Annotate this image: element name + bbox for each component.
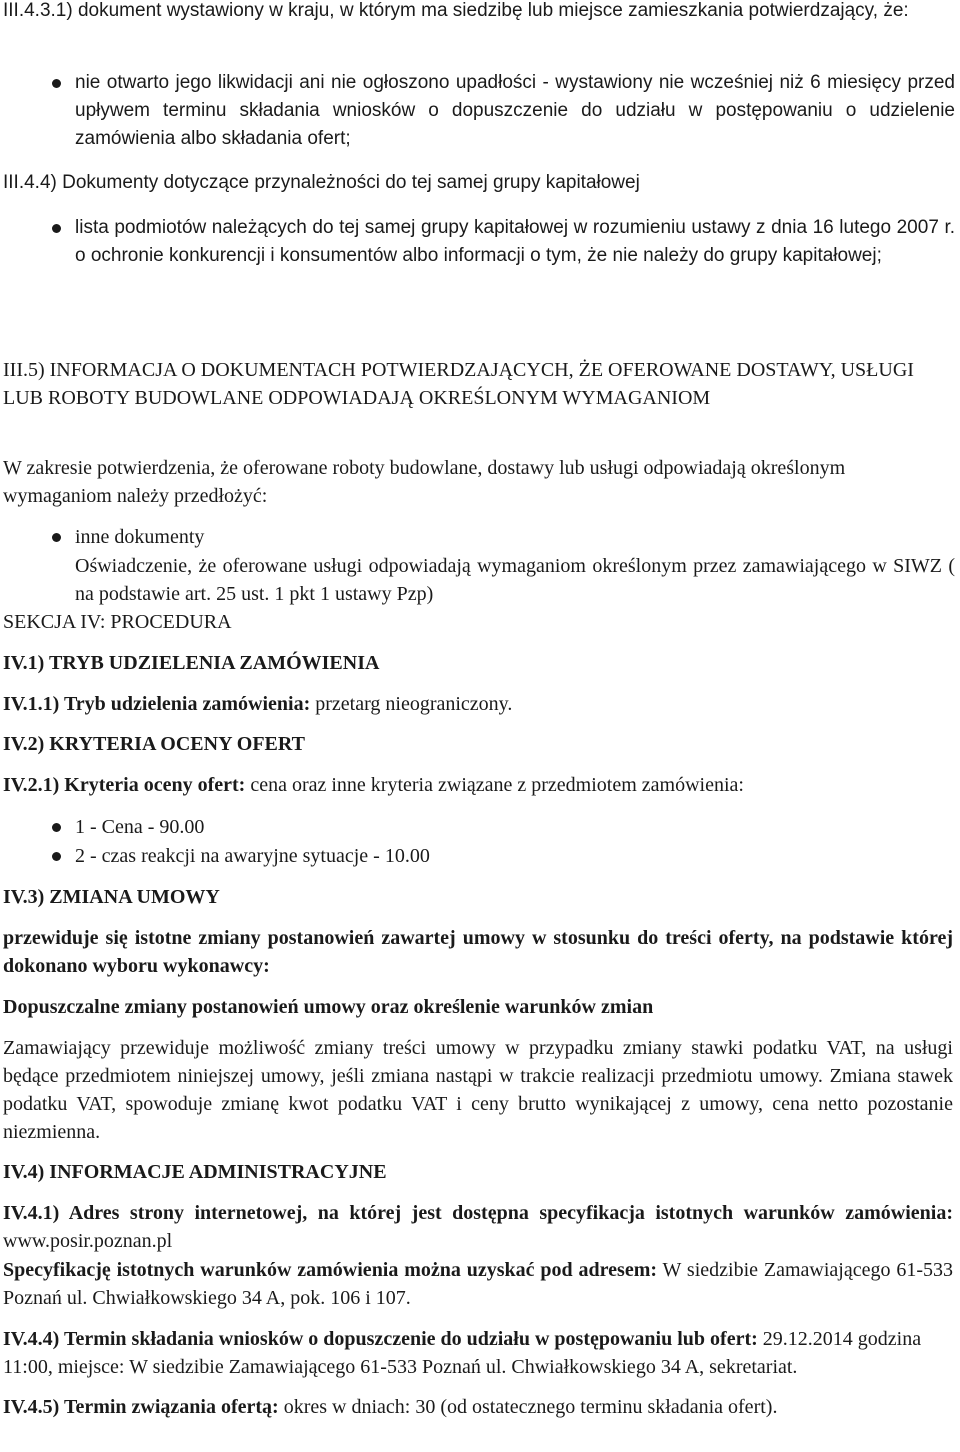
section-3-4-3-1-bullet: nie otwarto jego likwidacji ani nie ogłoszono upadłości - wystawiony nie wcześniej niż 6 miesięcy przed upływem terminu składania wniosków o dopuszczenie do udziału w postępowaniu o udzielenie zamówienia albo składania ofert; — [75, 72, 955, 149]
section-4-4-4-line — [3, 1325, 953, 1381]
section-4-3-heading: IV.3) ZMIANA UMOWY — [3, 886, 220, 908]
section-4-2-1-value: cena oraz inne kryteria związane z przedmiotem zamówienia: — [250, 774, 744, 796]
section-4-4-4-label: IV.4.4) Termin składania wniosków o dopuszczenie do udziału w postępowaniu lub ofert: — [3, 1328, 758, 1350]
section-3-4-3-1-intro: III.4.3.1) dokument wystawiony w kraju, w którym ma siedzibę lub miejsce zamieszkania potwierdzający, że: — [3, 0, 909, 21]
section-4-2-1-line — [3, 771, 953, 799]
section-4-2-1-label: IV.2.1) Kryteria oceny ofert: — [3, 774, 246, 796]
section-4-4-4-value: 29.12.2014 godzina 11:00, miejsce: W siedzibie Zamawiającego 61-533 Poznań ul. Chwiałkowskiego 34 A, sekretariat. — [3, 1328, 922, 1378]
section-4-3-bold-text: przewiduje się istotne zmiany postanowień zawartej umowy w stosunku do treści oferty, na podstawie której dokonano wyboru wykonawcy: — [3, 927, 953, 977]
section-4-1-1-value: przetarg nieograniczony. — [315, 693, 513, 715]
section-4-4-5-value: okres w dniach: 30 (od ostatecznego terminu składania ofert). — [283, 1396, 778, 1418]
section-4-1-1-label: IV.1.1) Tryb udzielenia zamówienia: — [3, 693, 311, 715]
section-iv-title: SEKCJA IV: PROCEDURA — [3, 611, 232, 633]
section-4-4-siwz-label: Specyfikację istotnych warunków zamówienia można uzyskać pod adresem: — [3, 1259, 658, 1281]
bullet-icon — [52, 852, 61, 861]
section-3-4-4-heading: III.4.4) Dokumenty dotyczące przynależności do tej samej grupy kapitałowej — [3, 172, 640, 193]
section-4-4-1-label: IV.4.1) Adres strony internetowej, na której jest dostępna specyfikacja istotnych warunków zamówienia: — [3, 1202, 953, 1224]
section-3-4-4-bullet: lista podmiotów należących do tej samej grupy kapitałowej w rozumieniu ustawy z dnia 16 lutego 2007 r. o ochronie konkurencji i konsumentów albo informacji o tym, że nie należy do grupy kapitałowej; — [75, 217, 955, 266]
bullet-icon — [52, 224, 61, 233]
bullet-icon — [52, 79, 61, 88]
section-4-1-heading: IV.1) TRYB UDZIELENIA ZAMÓWIENIA — [3, 652, 380, 674]
section-4-2-heading: IV.2) KRYTERIA OCENY OFERT — [3, 733, 305, 755]
section-3-5-bullet-text: Oświadczenie, że oferowane usługi odpowiadają wymaganiom określonym przez zamawiającego w SIWZ ( na podstawie art. 25 ust. 1 pkt 1 ustawy Pzp) — [75, 555, 955, 605]
criterion-item: 2 - czas reakcji na awaryjne sytuacje - 10.00 — [75, 845, 430, 867]
section-4-3-sub-heading: Dopuszczalne zmiany postanowień umowy oraz określenie warunków zmian — [3, 996, 654, 1018]
section-4-4-1-line — [3, 1199, 953, 1255]
section-3-5-heading: III.5) INFORMACJA O DOKUMENTACH POTWIERDZAJĄCYCH, ŻE OFEROWANE DOSTAWY, USŁUGI LUB ROBOTY BUDOWLANE ODPOWIADAJĄ OKREŚLONYM WYMAGANIOM — [3, 359, 914, 409]
bullet-icon — [52, 823, 61, 832]
section-3-5-bullet-title: inne dokumenty — [75, 526, 205, 548]
criterion-item: 1 - Cena - 90.00 — [75, 816, 205, 838]
section-4-4-5-label: IV.4.5) Termin związania ofertą: — [3, 1396, 279, 1418]
section-4-4-5-line — [3, 1393, 953, 1421]
section-3-5-text: W zakresie potwierdzenia, że oferowane roboty budowlane, dostawy lub usługi odpowiadają określonym wymaganiom należy przedłożyć: — [3, 457, 846, 507]
section-4-1-1-line — [3, 690, 953, 718]
section-4-4-siwz-line — [3, 1256, 953, 1312]
section-4-4-siwz-value: W siedzibie Zamawiającego 61-533 Poznań ul. Chwiałkowskiego 34 A, pok. 106 i 107. — [3, 1259, 954, 1309]
section-4-4-heading: IV.4) INFORMACJE ADMINISTRACYJNE — [3, 1161, 387, 1183]
section-4-3-text: Zamawiający przewiduje możliwość zmiany treści umowy w przypadku zmiany stawki podatku VAT, na usługi będące przedmiotem niniejszej umowy, jeśli zmiana nastąpi w trakcie realizacji przedmiotu umowy. Zmiana stawek podatku VAT, spowoduje zmianę kwot podatku VAT i ceny brutto wynikającej z umowy, cena netto pozostanie niezmienna. — [3, 1037, 953, 1143]
bullet-icon — [52, 533, 61, 542]
section-4-4-1-value: www.posir.poznan.pl — [3, 1230, 173, 1252]
